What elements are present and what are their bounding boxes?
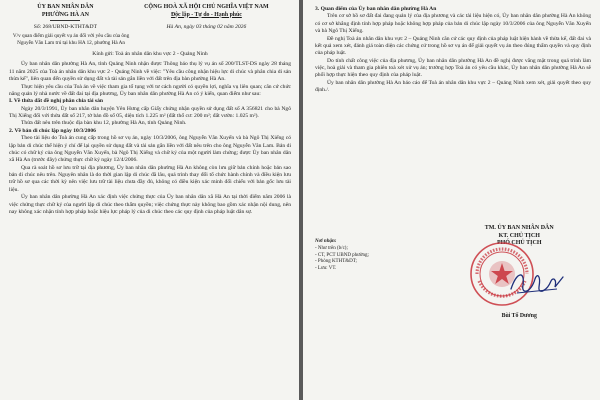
handwritten-signature-icon bbox=[507, 265, 567, 301]
section-3-body: Trên cơ sở hồ sơ đất đai đang quản lý của địa phương và các tài liệu hiện có, Ủy ban nhân dân phường Hà An không có cơ sở khẳng định tính hợp pháp hoặc không hợp pháp của bản di chúc lập ngày 10/3/2006 của ông Nguyễn Văn Xuyến và bà Ngô Thị Xiếng. bbox=[315, 13, 591, 35]
national-heading bbox=[122, 4, 291, 21]
section-1-location: Thửa đất nêu trên thuộc địa bàn khu 12, phường Hà An, tỉnh Quảng Ninh. bbox=[21, 120, 187, 127]
org-line-2: PHƯỜNG HÀ AN bbox=[41, 11, 89, 18]
signer-block bbox=[447, 225, 591, 319]
document-number: Số: 268/UBND-KTHT&DT bbox=[33, 24, 98, 30]
issuing-org bbox=[9, 4, 122, 21]
document-meta bbox=[9, 24, 291, 31]
section-1-title: I. Về thửa đất đề nghị phân chia tài sản bbox=[9, 98, 104, 105]
section-1-body: Ngày 20/3/1991, Ủy ban nhân dân huyện Yên Hưng cấp Giấy chứng nhận quyền sử dụng đất số A 356821 cho bà Ngô Thị Xiếng đối với thửa đất số 217, tờ bản đồ số 05, diện tích 1.225 m² (đất thổ cư: 200 m²; đất vườn: 1.025 m²). bbox=[9, 105, 291, 120]
document-page-left bbox=[0, 0, 299, 400]
signer-name: Bùi Tố Dương bbox=[501, 313, 537, 319]
signature-block bbox=[315, 225, 591, 319]
recipient-item: - Lưu: VT. bbox=[315, 266, 337, 271]
nation-motto: Độc lập - Tự do - Hạnh phúc bbox=[170, 11, 242, 18]
document-header bbox=[9, 4, 291, 21]
document-recipient: Kính gửi: Toà án nhân dân khu vực 2 - Quảng Ninh bbox=[92, 51, 208, 58]
body-paragraph: Do tính chất công việc của địa phương, Ủy ban nhân dân phường Hà An đề nghị được vắng mặt trong quá trình làm việc, hoà giải và tham gia phiên toà xét xử vụ án; trường hợp Toà án có yêu cầu khác, Ủy ban nhân dân phường Hà An sẽ phối hợp thực hiện theo quy định của pháp luật. bbox=[315, 57, 591, 79]
recipients-label: Nơi nhận: bbox=[315, 239, 337, 244]
nation-line-1: CỘNG HOÀ XÃ HỘI CHỦ NGHĨA VIỆT NAM bbox=[144, 4, 269, 10]
body-paragraph: Thực hiện yêu cầu của Toà án về việc tham gia tố tụng với tư cách người có quyền lợi, nghĩa vụ liên quan; căn cứ chức năng quản lý nhà nước về đất đai tại địa phương, Ủy ban nhân dân phường Hà An có ý kiến, quan điểm như sau: bbox=[9, 83, 291, 97]
body-paragraph: Ủy ban nhân dân phường Hà An, tỉnh Quảng Ninh nhận được Thông báo thụ lý vụ án số 200/TLST-DS ngày 28 tháng 11 năm 2025 của Toà án nhân dân khu vực 2 - Quảng Ninh về việc: "Yêu cầu công nhận hiệu lực di chúc và phân chia di sản thừa kế", liên quan đến quyền sử dụng đất và tài sản gắn liền với đất trên địa bàn phường Hà An. bbox=[9, 61, 291, 83]
document-date: Hà An, ngày 03 tháng 02 năm 2026 bbox=[166, 24, 247, 30]
closing-paragraph: Ủy ban nhân dân phường Hà An báo cáo để Toà án nhân dân khu vực 2 – Quảng Ninh xem xét, giải quyết theo quy định./. bbox=[315, 79, 591, 94]
section-2-review: Qua rà soát hồ sơ lưu trữ tại địa phương, Ủy ban nhân dân phường Hà An không còn lưu giữ bản chính hoặc bản sao bản di chúc nêu trên. Nguyên nhân là do thời gian lập di chúc đã lâu, quá trình thay đổi tổ chức hành chính và điều kiện lưu trữ hồ sơ qua các thời kỳ nên việc lưu trữ tài liệu chưa đầy đủ, không có điều kiện xác minh đối chiếu với bản gốc lưu tài liệu. bbox=[9, 164, 291, 193]
section-3-title: 3. Quan điểm của Ủy ban nhân dân phường Hà An bbox=[315, 6, 437, 12]
sign-role-1: KT. CHỦ TỊCH bbox=[498, 232, 540, 239]
section-2-body: Theo tài liệu do Toà án cung cấp trong hồ sơ vụ án, ngày 10/3/2006, ông Nguyễn Văn Xuyến và bà Ngô Thị Xiếng có lập bản di chúc thể hiện ý chí để lại quyền sử dụng đất và tài sản gắn liền với đất nêu trên cho ông Nguyễn Văn Lam. Bản di chúc có chữ ký của ông Nguyễn Văn Xuyến, bà Ngô Thị Xiếng và chữ ký của một người làm chứng; được Ủy ban nhân dân xã Hà An (trước đây) chứng thực chữ ký ngày 12/4/2006. bbox=[9, 135, 291, 164]
section-3-request: Đề nghị Toà án nhân dân khu vực 2 – Quảng Ninh căn cứ các quy định của pháp luật hiện hành về thừa kế, đất đai và kết quả xem xét, đánh giá toàn diện các chứng cứ trong hồ sơ vụ án để giải quyết vụ án theo đúng thẩm quyền và quy định của pháp luật. bbox=[315, 35, 591, 57]
section-2-confirm: Ủy ban nhân dân phường Hà An xác định việc chứng thực của Ủy ban nhân dân xã Hà An tại thời điểm năm 2006 là việc chứng thực chữ ký của người lập di chúc theo thẩm quyền; việc chứng thực này không bao gồm xác nhận nội dung, nên nay không xác nhận tính hợp pháp hoặc hiệu lực pháp lý của di chúc theo các quy định của pháp luật dân sự. bbox=[9, 194, 291, 215]
sign-role-2: PHÓ CHỦ TỊCH bbox=[496, 240, 542, 246]
document-subject: V/v quan điểm giải quyết vụ án đối với yêu cầu của ông Nguyễn Văn Lam trú tại khu HA 12, phường Hà An bbox=[12, 33, 130, 47]
recipient-item: - Như trên (b/c); bbox=[315, 245, 348, 251]
sign-org: TM. ỦY BAN NHÂN DÂN bbox=[484, 225, 554, 231]
recipients-list bbox=[315, 225, 447, 273]
document-page-right bbox=[303, 0, 600, 400]
recipient-item: - Phòng KTHT&DT; bbox=[315, 259, 357, 265]
recipient-item: - CT, PCT UBND phường; bbox=[315, 252, 369, 258]
org-line-1: ỦY BAN NHÂN DÂN bbox=[37, 4, 94, 10]
header-divider bbox=[50, 20, 80, 21]
section-2-title: 2. Về bản di chúc lập ngày 10/3/2006 bbox=[9, 127, 96, 134]
